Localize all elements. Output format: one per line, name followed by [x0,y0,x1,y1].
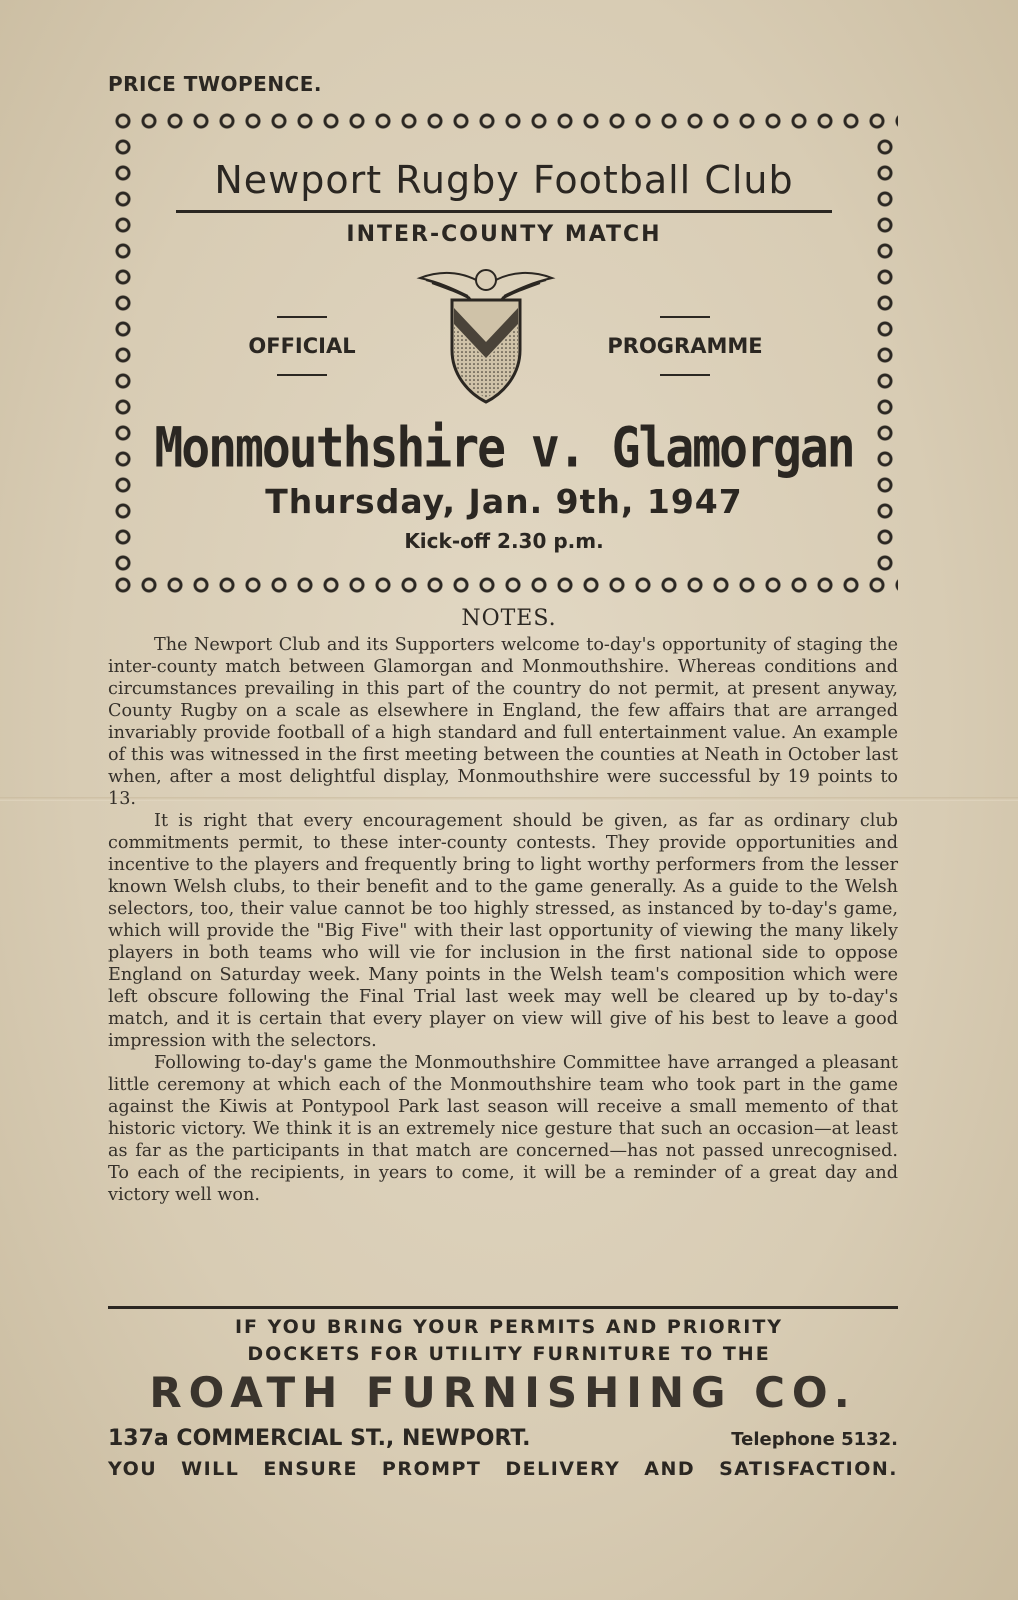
advert-line-2: DOCKETS FOR UTILITY FURNITURE TO THE [247,1343,771,1365]
advert-tagline: YOU WILL ENSURE PROMPT DELIVERY AND SATISFACTION. [108,1458,898,1480]
notes-paragraph: Following to-day's game the Monmouthshire Committee have arranged a pleasant little ceremony at which each of the Monmouthshire team who took part in the game against the Kiwis at Pontypool Park last season will receive a small memento of that historic victory. We think it is an extremely nice gesture that such an occasion—at least as far as the participants in that match are concerned—has not passed unrecognised. To each of the recipients, in years to come, it will be a reminder of a great day and victory well won. [108,1053,898,1205]
fixture-teams: Monmouthshire v. Glamorgan [154,415,854,481]
divider [277,374,327,376]
divider [660,316,710,318]
title-frame [110,108,898,598]
notes-paragraph: The Newport Club and its Supporters welcome to-day's opportunity of staging the inter-county match between Glamorgan and Monmouthshire. Whereas conditions and circumstances prevailing in this part of the country do not permit, at present anyway, County Rugby on a scale as elsewhere in England, the few affairs that are arranged invariably provide football of a high standard and full entertainment value. An example of this was witnessed in the first meeting between the counties at Neath in October last when, after a most delightful display, Monmouthshire were successful by 19 points to 13. [108,635,898,809]
notes-body [108,634,898,1206]
divider [660,374,710,376]
advert-line-1: IF YOU BRING YOUR PERMITS AND PRIORITY [234,1316,784,1338]
ornamental-border-top [110,108,898,134]
price-label: PRICE TWOPENCE. [108,72,323,96]
advert-telephone: Telephone 5132. [731,1429,898,1450]
advert-divider [108,1306,898,1309]
advert-company: ROATH FURNISHING CO. [149,1368,857,1417]
official-label [222,316,382,376]
ornamental-border-bottom [110,572,898,598]
notes-paragraph: It is right that every encouragement should be given, as far as ordinary club commitments permit, to these inter-county contests. They provide opportunities and incentive to the players and frequently bring to light worthy performers from the lesser known Welsh clubs, to their benefit and to the game generally. As a guide to the Welsh selectors, too, their value cannot be too highly stressed, as instanced by to-day's game, which will provide the "Big Five" with their last opportunity of viewing the many likely players in both teams who will vie for inclusion in the first national side to oppose England on Saturday week. Many points in the Welsh team's composition which were left obscure following the Final Trial last week may well be cleared up by to-day's match, and it is certain that every player on view will give of his best to leave a good impression with the selectors. [108,811,898,1051]
programme-text: PROGRAMME [607,334,763,358]
notes-heading: NOTES. [461,606,557,631]
advert-address: 137a COMMERCIAL ST., NEWPORT. [108,1426,531,1451]
club-name: Newport Rugby Football Club [214,158,794,202]
match-date: Thursday, Jan. 9th, 1947 [265,482,743,521]
club-underline [176,210,832,213]
divider [277,316,327,318]
winged-cherub-shield-icon [416,258,556,408]
programme-label [605,316,765,376]
match-type: INTER-COUNTY MATCH [346,222,662,247]
official-text: OFFICIAL [248,334,356,358]
kickoff-time: Kick-off 2.30 p.m. [404,529,604,553]
